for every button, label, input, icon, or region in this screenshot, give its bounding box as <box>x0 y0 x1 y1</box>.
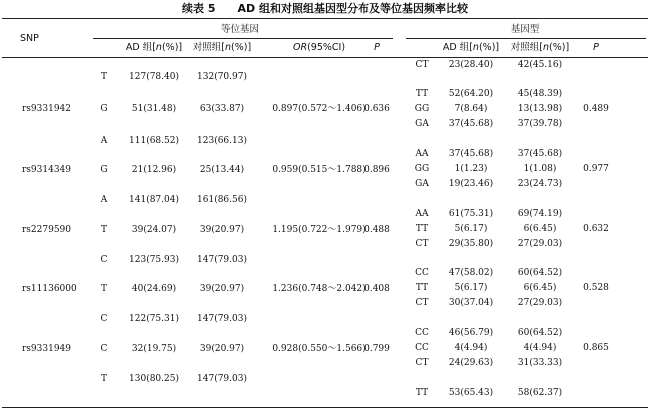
genotype-name: CT <box>415 239 429 249</box>
genotype-p-value: 0.977 <box>583 164 609 174</box>
snp-header: SNP <box>20 33 39 44</box>
genotype-p-value: 0.489 <box>583 104 609 114</box>
genotype-ctrl-count: 37(45.68) <box>517 149 563 159</box>
allele-ctrl-count: 63(33.87) <box>199 104 245 114</box>
genotype-ctrl-count: 42(45.16) <box>517 60 563 70</box>
genotype-ctrl-count: 60(64.52) <box>517 268 563 278</box>
allele-or-ci: 0.928(0.550～1.566) <box>272 344 366 354</box>
allele-or-ci: 0.959(0.515～1.788) <box>272 165 366 175</box>
genotype-name: AA <box>415 209 429 219</box>
genotype-ctrl-count: 27(29.03) <box>517 239 563 249</box>
genotype-ad-count: 46(56.79) <box>448 328 494 338</box>
allele-p-value: 0.408 <box>364 284 390 294</box>
allele-ad-count: 122(75.31) <box>129 314 179 324</box>
snp-name: rs9331942 <box>22 104 72 114</box>
allele-or-ci: 0.897(0.572～1.406) <box>272 104 366 114</box>
genotype-ctrl-count: 37(39.78) <box>517 119 563 129</box>
snp-name: rs9331949 <box>22 344 72 354</box>
genotype-group-header: 基因型 <box>510 24 540 35</box>
allele-ctrl-count: 147(79.03) <box>197 314 247 324</box>
genotype-name: CT <box>415 60 429 70</box>
genotype-p-value: 0.528 <box>583 283 609 293</box>
allele-ad-count: 32(19.75) <box>131 344 177 354</box>
genotype-ad-count: 53(65.43) <box>448 388 494 398</box>
genotype-name: TT <box>415 224 429 234</box>
genotype-ctrl-count: 23(24.73) <box>517 179 563 189</box>
allele-p-value: 0.896 <box>364 165 390 175</box>
genotype-ad-count: 4(4.94) <box>454 343 488 353</box>
allele-group-rule <box>93 38 393 39</box>
allele-name: C <box>100 344 108 354</box>
genotype-name: GG <box>414 104 430 114</box>
genotype-ad-count: 47(58.02) <box>448 268 494 278</box>
genotype-name: GG <box>414 164 430 174</box>
genotype-p-value: 0.632 <box>583 224 609 234</box>
allele-ctrl-count: 39(20.97) <box>199 284 245 294</box>
allele-name: G <box>100 104 108 114</box>
genotype-p-header: P <box>593 42 599 53</box>
genotype-ctrl-count: 58(62.37) <box>517 388 563 398</box>
allele-ctrl-count: 123(66.13) <box>197 136 247 146</box>
genotype-ad-count: 5(6.17) <box>454 224 488 234</box>
snp-name: rs2279590 <box>22 225 72 235</box>
allele-name: A <box>100 136 108 146</box>
allele-ad-count: 111(68.52) <box>129 136 179 146</box>
genotype-group-rule <box>406 38 646 39</box>
genotype-ad-count: 19(23.46) <box>448 179 494 189</box>
allele-ctrl-header: 对照组[n(%)] <box>192 42 252 53</box>
genotype-ad-count: 37(45.68) <box>448 119 494 129</box>
genotype-name: CC <box>415 343 429 353</box>
genotype-ad-count: 1(1.23) <box>454 164 488 174</box>
allele-ad-count: 40(24.69) <box>131 284 177 294</box>
genotype-ctrl-count: 31(33.33) <box>517 358 563 368</box>
genotype-ad-count: 30(37.04) <box>448 298 494 308</box>
genotype-ad-count: 52(64.20) <box>448 89 494 99</box>
genotype-ad-count: 5(6.17) <box>454 283 488 293</box>
allele-ctrl-count: 161(86.56) <box>197 195 247 205</box>
bottom-rule <box>2 407 648 408</box>
top-rule <box>2 18 648 19</box>
genotype-p-value: 0.865 <box>583 343 609 353</box>
genotype-ctrl-count: 6(6.45) <box>523 224 557 234</box>
snp-name: rs9314349 <box>22 165 72 175</box>
allele-name: A <box>100 195 108 205</box>
genotype-ctrl-count: 69(74.19) <box>517 209 563 219</box>
allele-or-ci: 1.195(0.722～1.979) <box>272 225 366 235</box>
genotype-name: AA <box>415 149 429 159</box>
allele-ad-count: 130(80.25) <box>129 374 179 384</box>
genotype-ctrl-count: 1(1.08) <box>523 164 557 174</box>
genotype-ad-count: 24(29.63) <box>448 358 494 368</box>
genotype-name: CC <box>415 328 429 338</box>
genotype-name: CC <box>415 268 429 278</box>
allele-ctrl-count: 39(20.97) <box>199 344 245 354</box>
allele-ad-count: 123(75.93) <box>129 255 179 265</box>
genotype-name: CT <box>415 298 429 308</box>
genotype-name: TT <box>415 283 429 293</box>
genotype-ctrl-count: 45(48.39) <box>517 89 563 99</box>
allele-p-value: 0.636 <box>364 104 390 114</box>
genotype-ctrl-count: 27(29.03) <box>517 298 563 308</box>
genotype-ad-count: 37(45.68) <box>448 149 494 159</box>
allele-name: C <box>100 255 108 265</box>
allele-ctrl-count: 147(79.03) <box>197 255 247 265</box>
table-title: 续表 5 AD 组和对照组基因型分布及等位基因频率比较 <box>182 2 468 15</box>
allele-name: C <box>100 314 108 324</box>
allele-ad-count: 127(78.40) <box>129 72 179 82</box>
genotype-ad-header: AD 组[n(%)] <box>442 42 500 53</box>
genotype-ctrl-count: 60(64.52) <box>517 328 563 338</box>
genotype-ctrl-header: 对照组[n(%)] <box>510 42 570 53</box>
genotype-name: TT <box>415 89 429 99</box>
genotype-name: CT <box>415 358 429 368</box>
allele-name: T <box>100 72 108 82</box>
allele-name: T <box>100 374 108 384</box>
allele-ad-header: AD 组[n(%)] <box>125 42 183 53</box>
allele-p-value: 0.488 <box>364 225 390 235</box>
snp-name: rs11136000 <box>22 284 77 294</box>
allele-p-value: 0.799 <box>364 344 390 354</box>
allele-ctrl-count: 39(20.97) <box>199 225 245 235</box>
allele-ad-count: 51(31.48) <box>131 104 177 114</box>
genotype-name: TT <box>415 388 429 398</box>
genotype-name: GA <box>415 179 429 189</box>
genotype-ctrl-count: 4(4.94) <box>523 343 557 353</box>
header-rule <box>2 57 648 58</box>
allele-name: G <box>100 165 108 175</box>
genotype-ctrl-count: 6(6.45) <box>523 283 557 293</box>
allele-group-header: 等位基因 <box>220 24 260 35</box>
allele-name: T <box>100 225 108 235</box>
allele-or-ci: 1.236(0.748～2.042) <box>272 284 366 294</box>
allele-ctrl-count: 25(13.44) <box>199 165 245 175</box>
genotype-ad-count: 61(75.31) <box>448 209 494 219</box>
or-header: OR(95%CI) <box>292 42 346 53</box>
allele-ad-count: 21(12.96) <box>131 165 177 175</box>
allele-name: T <box>100 284 108 294</box>
allele-ctrl-count: 147(79.03) <box>197 374 247 384</box>
genotype-ad-count: 29(35.80) <box>448 239 494 249</box>
genotype-ad-count: 7(8.64) <box>454 104 488 114</box>
allele-ad-count: 141(87.04) <box>129 195 179 205</box>
genotype-ad-count: 23(28.40) <box>448 60 494 70</box>
allele-ad-count: 39(24.07) <box>131 225 177 235</box>
allele-ctrl-count: 132(70.97) <box>197 72 247 82</box>
genotype-ctrl-count: 13(13.98) <box>517 104 563 114</box>
genotype-name: GA <box>415 119 429 129</box>
allele-p-header: P <box>374 42 380 53</box>
